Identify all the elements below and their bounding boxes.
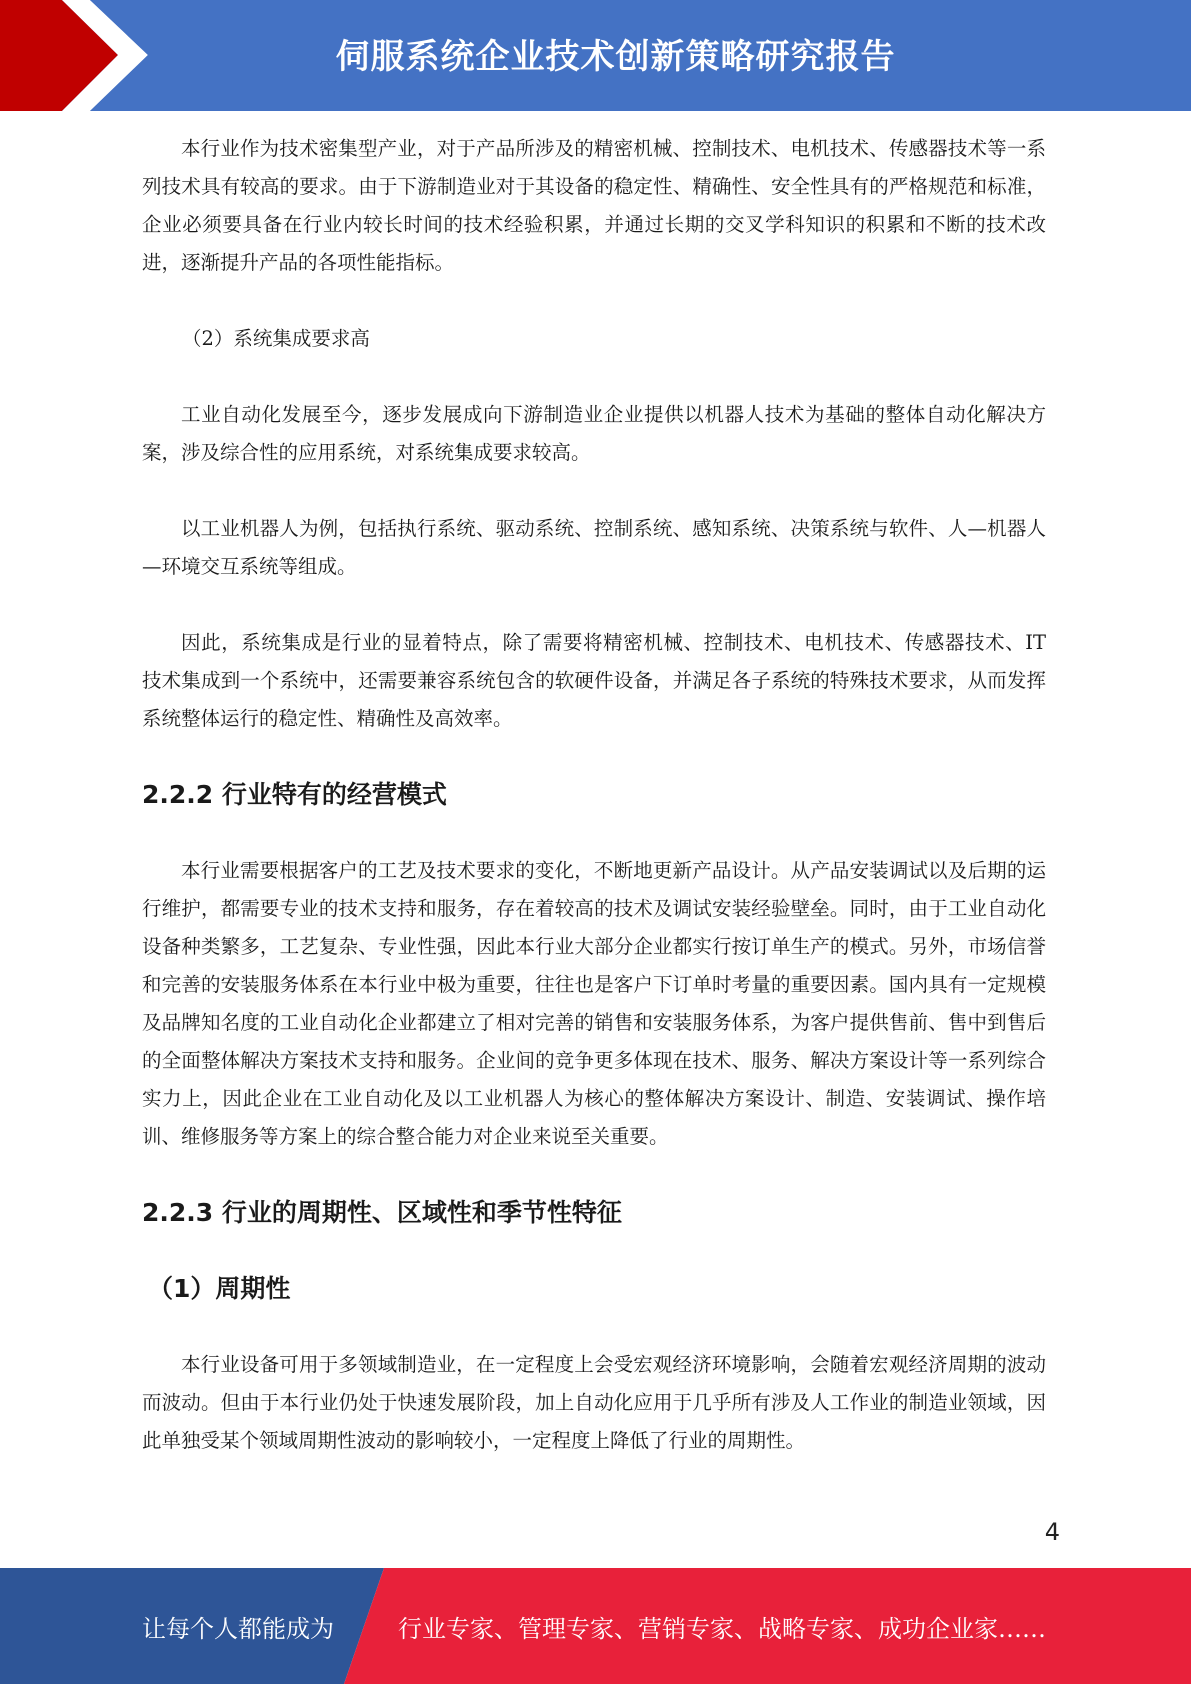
paragraph-industrial-robot: 以工业机器人为例，包括执行系统、驱动系统、控制系统、感知系统、决策系统与软件、人—机器人—环境交互系统等组成。 <box>142 517 1046 578</box>
footer-slogan-right: 行业专家、管理专家、营销专家、战略专家、成功企业家…… <box>398 1614 1046 1643</box>
page-footer <box>0 1568 1191 1684</box>
section-heading-cyclicality: 2.2.3 行业的周期性、区域性和季节性特征 <box>142 1198 622 1227</box>
paragraph-tech-intensive: 本行业作为技术密集型产业，对于产品所涉及的精密机械、控制技术、电机技术、传感器技术等一系列技术具有较高的要求。由于下游制造业对于其设备的稳定性、精确性、安全性具有的严格规范和标准，企业必须要具备在行业内较长时间的技术经验积累，并通过长期的交叉学科知识的积累和不断的技术改进，逐渐提升产品的各项性能指标。 <box>142 137 1046 274</box>
page-number: 4 <box>1044 1518 1060 1546</box>
subsection-heading-cyclicality: （1）周期性 <box>148 1274 291 1303</box>
paragraph-business-model: 本行业需要根据客户的工艺及技术要求的变化，不断地更新产品设计。从产品安装调试以及后期的运行维护，都需要专业的技术支持和服务，存在着较高的技术及调试安装经验壁垒。同时，由于工业自动化设备种类繁多，工艺复杂、专业性强，因此本行业大部分企业都实行按订单生产的模式。另外，市场信誉和完善的安装服务体系在本行业中极为重要，往往也是客户下订单时考量的重要因素。国内具有一定规模及品牌知名度的工业自动化企业都建立了相对完善的销售和安装服务体系，为客户提供售前、售中到售后的全面整体解决方案技术支持和服务。企业间的竞争更多体现在技术、服务、解决方案设计等一系列综合实力上，因此企业在工业自动化及以工业机器人为核心的整体解决方案设计、制造、安装调试、操作培训、维修服务等方案上的综合整合能力对企业来说至关重要。 <box>142 859 1046 1148</box>
page-header <box>0 0 1191 111</box>
header-arrow-decoration <box>0 0 160 111</box>
report-title: 伺服系统企业技术创新策略研究报告 <box>335 36 896 77</box>
subheading-system-integration: （2）系统集成要求高 <box>182 327 370 350</box>
section-heading-business-model: 2.2.2 行业特有的经营模式 <box>142 780 447 809</box>
paragraph-cyclicality: 本行业设备可用于多领域制造业，在一定程度上会受宏观经济环境影响，会随着宏观经济周期的波动而波动。但由于本行业仍处于快速发展阶段，加上自动化应用于几乎所有涉及人工作业的制造业领域，因此单独受某个领域周期性波动的影响较小，一定程度上降低了行业的周期性。 <box>142 1353 1046 1452</box>
document-body <box>142 130 1046 1498</box>
paragraph-system-integration: 因此，系统集成是行业的显着特点，除了需要将精密机械、控制技术、电机技术、传感器技术、IT 技术集成到一个系统中，还需要兼容系统包含的软硬件设备，并满足各子系统的特殊技术要求，从而发挥系统整体运行的稳定性、精确性及高效率。 <box>142 631 1046 730</box>
footer-slogan-left: 让每个人都能成为 <box>142 1614 334 1643</box>
paragraph-automation-development: 工业自动化发展至今，逐步发展成向下游制造业企业提供以机器人技术为基础的整体自动化解决方案，涉及综合性的应用系统，对系统集成要求较高。 <box>142 403 1046 464</box>
